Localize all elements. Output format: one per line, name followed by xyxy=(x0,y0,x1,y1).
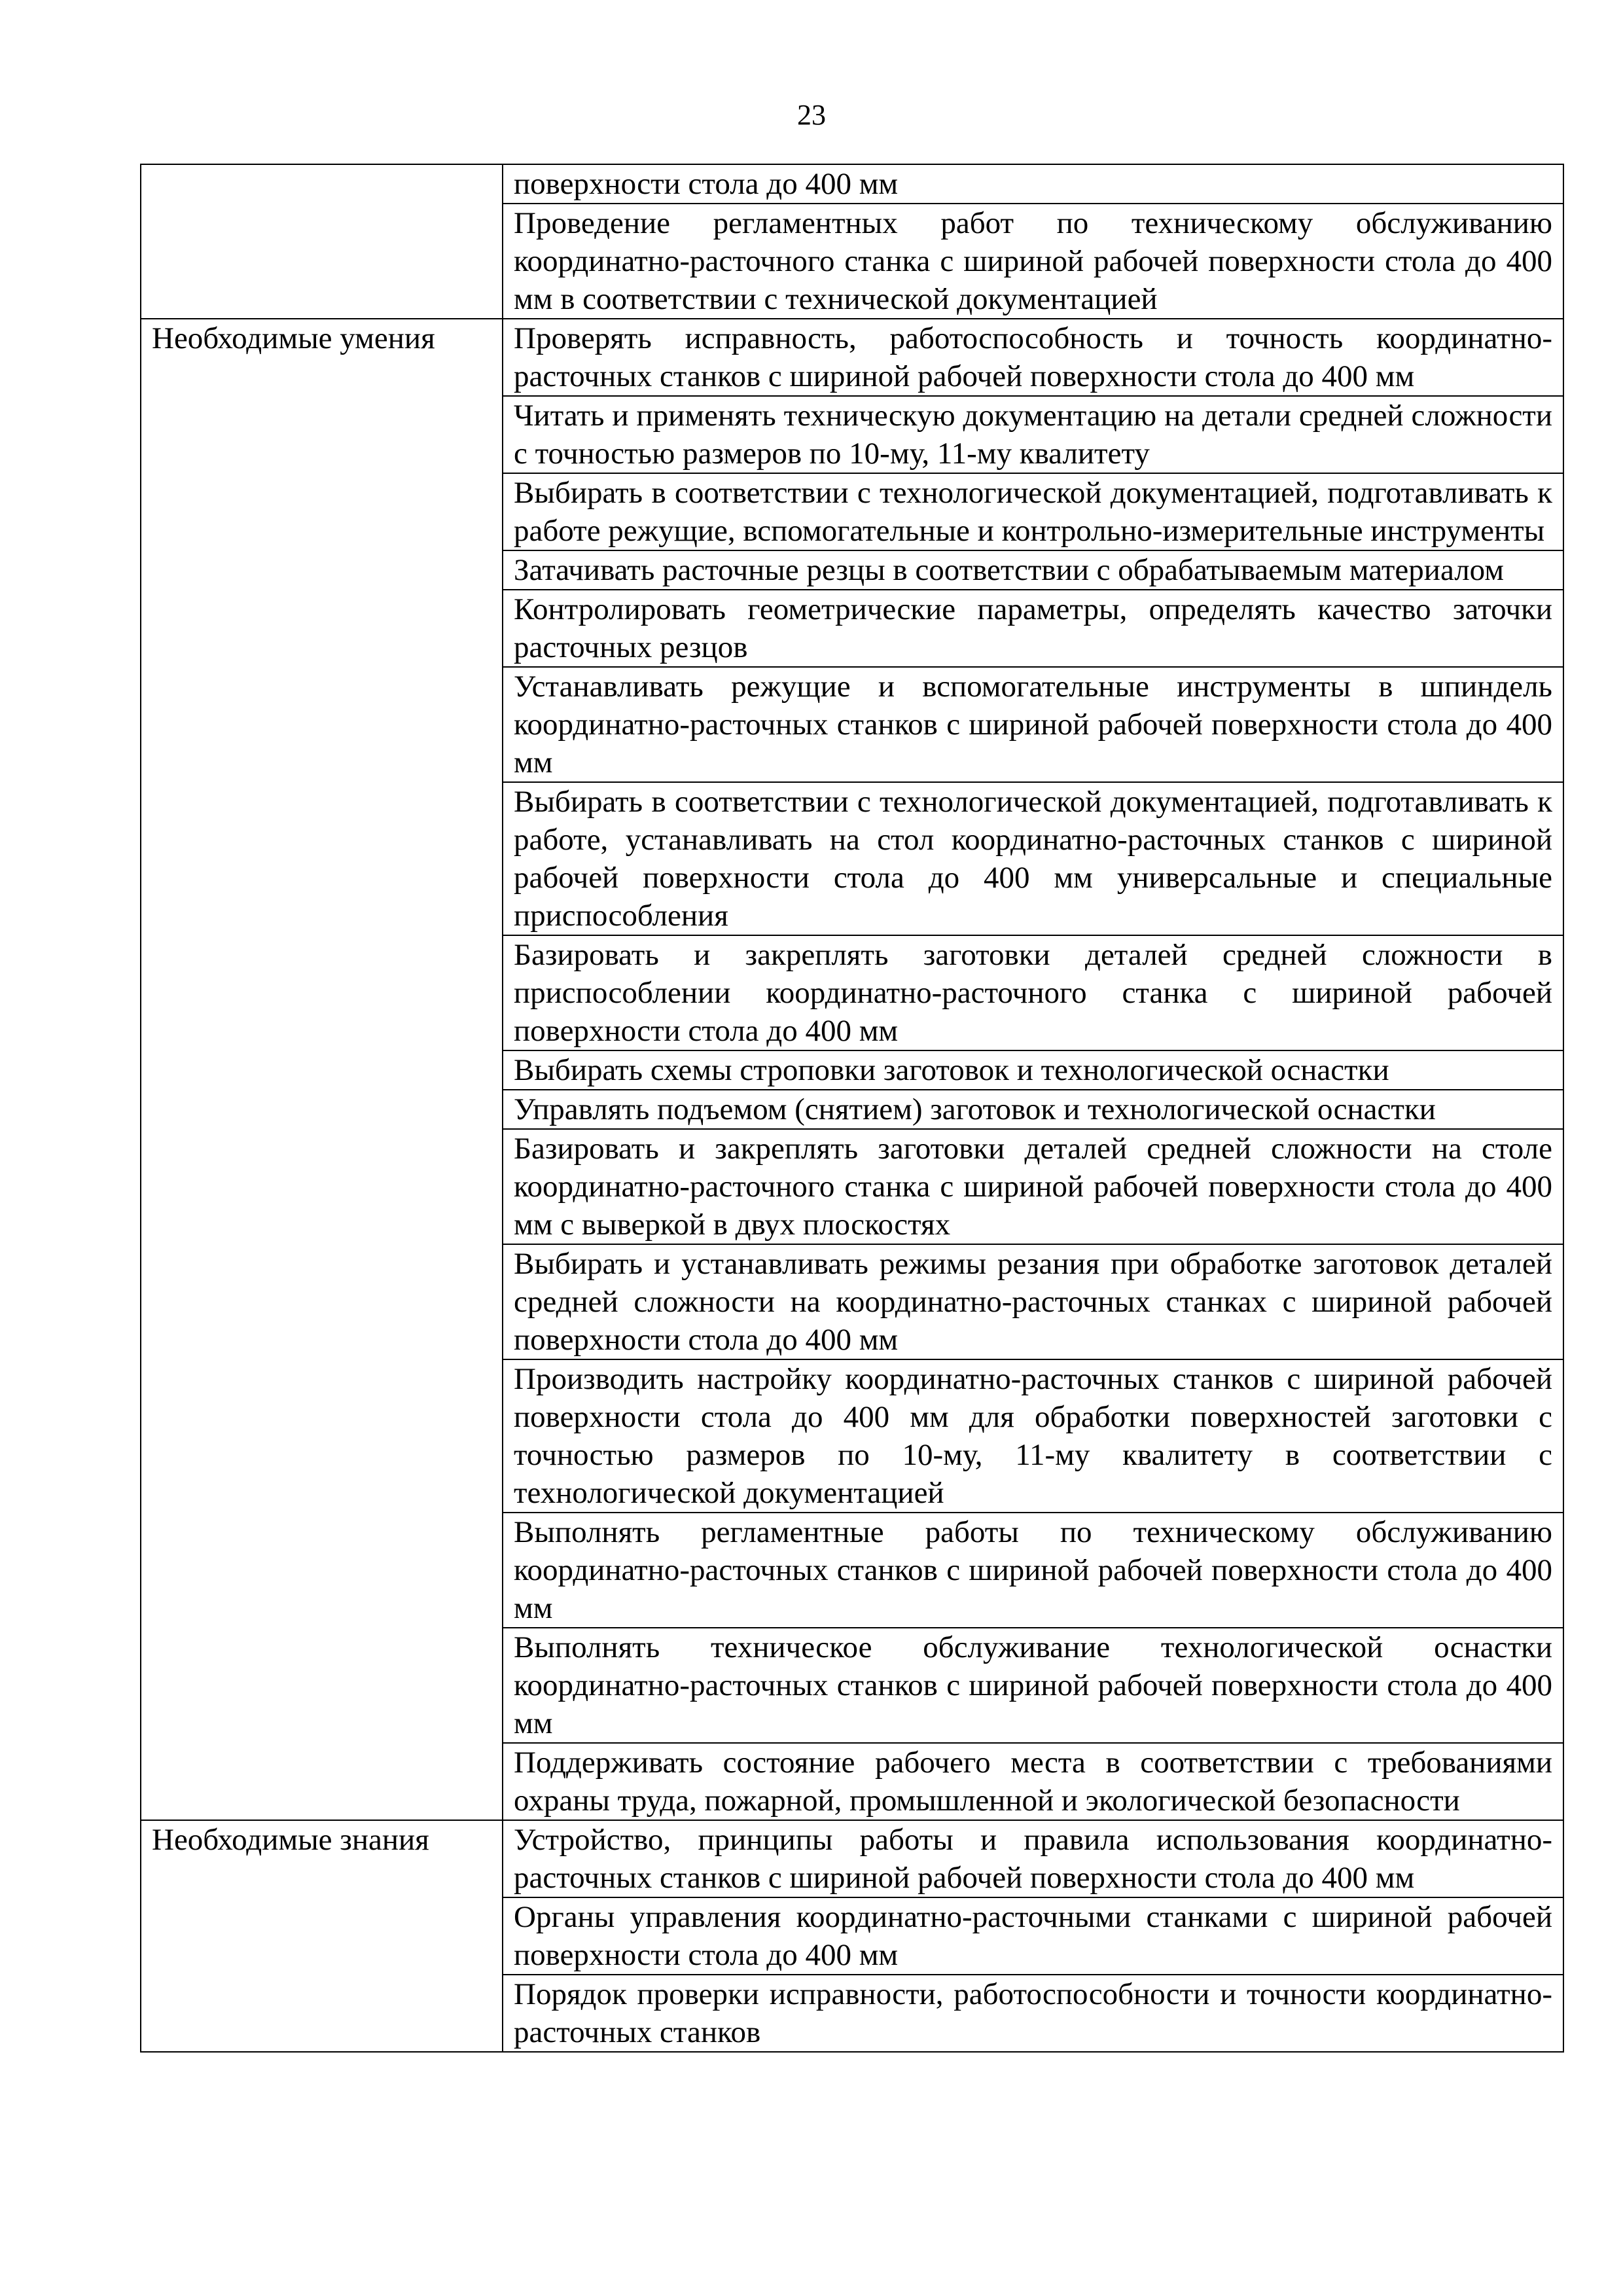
requirement-text: Устанавливать режущие и вспомогательные инструменты в шпиндель координатно-расточных станков с шириной рабочей поверхности стола до 400 мм xyxy=(503,667,1563,782)
requirement-text: Выбирать схемы строповки заготовок и технологической оснастки xyxy=(503,1050,1563,1090)
requirement-text: Базировать и закреплять заготовки деталей средней сложности на столе координатно-расточного станка с шириной рабочей поверхности стола до 400 мм с выверкой в двух плоскостях xyxy=(503,1129,1563,1244)
requirement-text: Выбирать в соответствии с технологической документацией, подготавливать к работе режущие, вспомогательные и контрольно-измерительные инструменты xyxy=(503,473,1563,550)
section-label-necessary-knowledge: Необходимые знания xyxy=(141,1820,503,2052)
requirement-text: Выбирать в соответствии с технологической документацией, подготавливать к работе, устанавливать на стол координатно-расточных станков с шириной рабочей поверхности стола до 400 мм универсальные и специальные приспособления xyxy=(503,782,1563,935)
requirement-text: Управлять подъемом (снятием) заготовок и технологической оснастки xyxy=(503,1090,1563,1129)
table-row xyxy=(141,164,1563,204)
requirement-text: Проведение регламентных работ по техническому обслуживанию координатно-расточного станка с шириной рабочей поверхности стола до 400 мм в соответствии с технической документацией xyxy=(503,204,1563,319)
requirement-text: Затачивать расточные резцы в соответствии с обрабатываемым материалом xyxy=(503,550,1563,590)
section-label-necessary-skills: Необходимые умения xyxy=(141,319,503,1820)
requirements-table xyxy=(140,164,1564,2053)
requirement-text: Органы управления координатно-расточными станками с шириной рабочей поверхности стола до 400 мм xyxy=(503,1897,1563,1975)
requirement-text: Базировать и закреплять заготовки деталей средней сложности в приспособлении координатно-расточного станка с шириной рабочей поверхности стола до 400 мм xyxy=(503,935,1563,1050)
page-number: 23 xyxy=(797,99,826,131)
requirement-text: Выполнять регламентные работы по техническому обслуживанию координатно-расточных станков с шириной рабочей поверхности стола до 400 мм xyxy=(503,1513,1563,1628)
requirement-text: Выполнять техническое обслуживание технологической оснастки координатно-расточных станков с шириной рабочей поверхности стола до 400 мм xyxy=(503,1628,1563,1743)
requirement-text: поверхности стола до 400 мм xyxy=(503,164,1563,204)
requirement-text: Выбирать и устанавливать режимы резания при обработке заготовок деталей средней сложности на координатно-расточных станках с шириной рабочей поверхности стола до 400 мм xyxy=(503,1244,1563,1359)
requirement-text: Поддерживать состояние рабочего места в соответствии с требованиями охраны труда, пожарной, промышленной и экологической безопасности xyxy=(503,1743,1563,1820)
table-row xyxy=(141,1820,1563,1897)
requirement-text: Производить настройку координатно-расточных станков с шириной рабочей поверхности стола до 400 мм для обработки поверхностей заготовки с точностью размеров по 10-му, 11-му квалитету в соответствии с технологической документацией xyxy=(503,1359,1563,1513)
requirement-text: Устройство, принципы работы и правила использования координатно-расточных станков с шириной рабочей поверхности стола до 400 мм xyxy=(503,1820,1563,1897)
requirement-text: Читать и применять техническую документацию на детали средней сложности с точностью размеров по 10-му, 11-му квалитету xyxy=(503,396,1563,473)
requirement-text: Контролировать геометрические параметры, определять качество заточки расточных резцов xyxy=(503,590,1563,667)
section-label-continuation xyxy=(141,164,503,319)
requirements-table-body xyxy=(141,164,1563,2052)
requirement-text: Порядок проверки исправности, работоспособности и точности координатно-расточных станков xyxy=(503,1975,1563,2052)
table-row xyxy=(141,319,1563,396)
requirement-text: Проверять исправность, работоспособность и точность координатно-расточных станков с шириной рабочей поверхности стола до 400 мм xyxy=(503,319,1563,396)
